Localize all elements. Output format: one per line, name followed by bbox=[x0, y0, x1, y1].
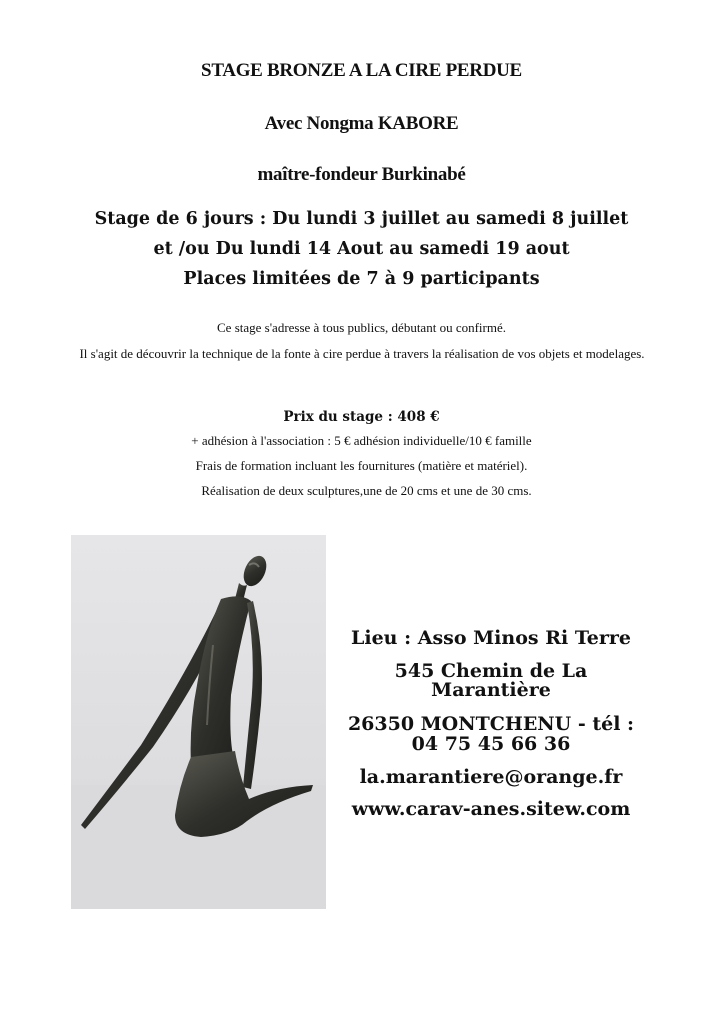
sculptures-text: Réalisation de deux sculptures,une de 20 cms et une de 30 cms. bbox=[201, 483, 532, 498]
membership-text: + adhésion à l'association : 5 € adhésion individuelle/10 € famille bbox=[191, 433, 532, 448]
fees-text: Frais de formation incluant les fournitures (matière et matériel). bbox=[195, 458, 528, 473]
email-address[interactable]: la.marantiere@orange.fr bbox=[359, 766, 623, 788]
bronze-sculpture-icon bbox=[71, 535, 326, 909]
goal-text: Il s'agit de découvrir la technique de la fonte à cire perdue à travers la réalisation de vos objets et modelages. bbox=[79, 346, 645, 361]
phone-number: 04 75 45 66 36 bbox=[411, 733, 571, 755]
website-link[interactable]: www.carav-anes.sitew.com bbox=[351, 798, 631, 820]
price: Prix du stage : 408 € bbox=[283, 409, 440, 425]
stage-dates-line2: et /ou Du lundi 14 Aout au samedi 19 aout bbox=[153, 239, 570, 259]
sculpture-photo bbox=[71, 535, 326, 909]
flyer-title: STAGE BRONZE A LA CIRE PERDUE bbox=[201, 60, 522, 81]
places-limited: Places limitées de 7 à 9 participants bbox=[183, 269, 540, 289]
audience-text: Ce stage s'adresse à tous publics, débutant ou confirmé. bbox=[217, 320, 506, 335]
instructor-role: maître-fondeur Burkinabé bbox=[257, 164, 466, 185]
stage-dates-line1: Stage de 6 jours : Du lundi 3 juillet au samedi 8 juillet bbox=[94, 209, 629, 229]
location-name: Lieu : Asso Minos Ri Terre bbox=[351, 627, 631, 649]
instructor-name: Avec Nongma KABORE bbox=[264, 113, 459, 134]
address-line2: Marantière bbox=[431, 679, 551, 701]
city-phone-label: 26350 MONTCHENU - tél : bbox=[347, 713, 635, 735]
address-line1: 545 Chemin de La bbox=[394, 660, 588, 682]
